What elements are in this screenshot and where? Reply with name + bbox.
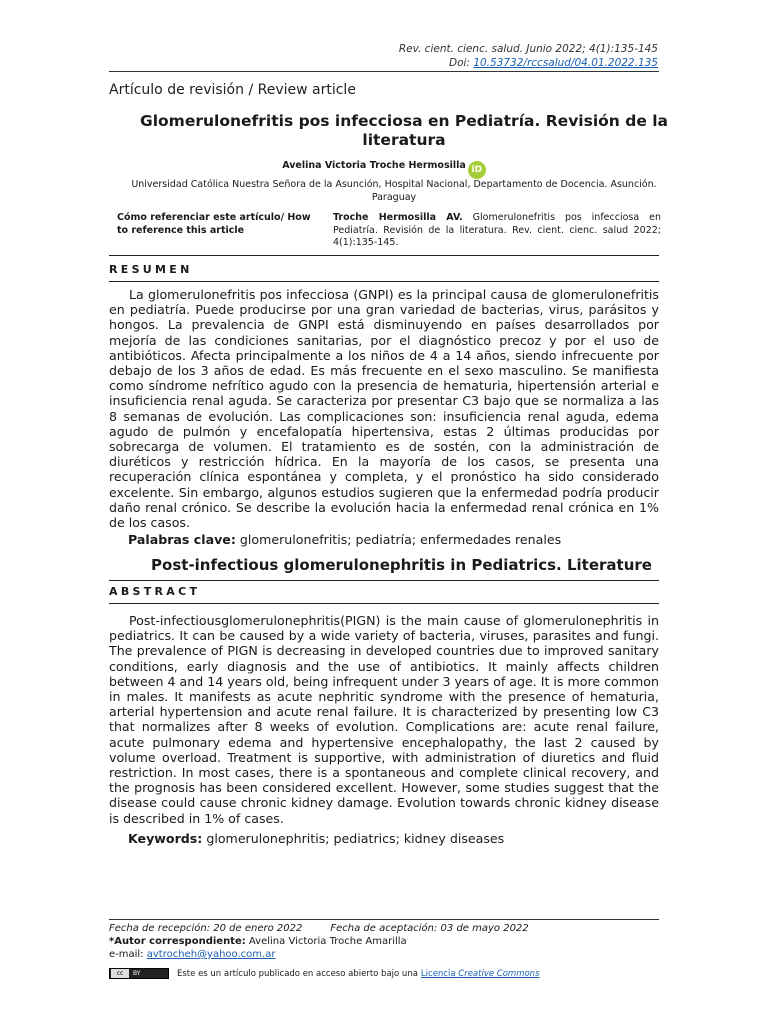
abstract-keywords-label: Keywords: <box>128 831 203 846</box>
abstract-keywords-list: glomerulonephritis; pediatrics; kidney diseases <box>202 831 505 846</box>
resumen-heading: RESUMEN <box>109 263 193 276</box>
abstract-body: Post-infectiousglomerulonephritis(PIGN) is the main cause of glomerulonephritis in pediatrics. It can be caused by a wide variety of bacteria, viruses, parasites and fungi. The prevalence of PIGN is decreasing in developed countries due to improved sanitary conditions, early diagnosis and the use of antibiotics. It mainly affects children between 4 and 14 years old, being infrequent under 3 years of age. It is more common in males. It manifests as acute nephritic syndrome with the presence of hematuria, arterial hypertension and acute renal failure. It is characterized by presenting low C3 that normalizes after 8 weeks of evolution. Complications are: acute renal failure, acute pulmonary edema and hypertensive encephalopathy, the last 2 caused by volume overload. Treatment is supportive, with administration of diuretics and fluid restriction. In most cases, there is a spontaneous and complete clinical recovery, and the prognosis has been considered excellent. However, some studies suggest that the disease could cause chronic kidney damage. Evolution towards chronic kidney disease is described in 1% of cases. <box>109 613 659 826</box>
received-date: Fecha de recepción: 20 de enero 2022 <box>109 923 303 934</box>
author-affiliation: Universidad Católica Nuestra Señora de la Asunción, Hospital Nacional, Departamento de Docencia. Asunción. Paraguay <box>131 179 657 203</box>
orcid-icon[interactable]: iD <box>468 161 486 179</box>
citation-text <box>333 212 661 250</box>
cc-badge-left: cc <box>111 969 129 978</box>
cc-badge-right: BY <box>133 970 141 977</box>
corresponding-label: *Autor correspondiente: <box>109 936 246 947</box>
abstract-top-rule <box>109 580 659 581</box>
email-line <box>109 948 557 961</box>
accepted-date: Fecha de aceptación: 03 de mayo 2022 <box>330 923 529 934</box>
license-text: Este es un artículo publicado en acceso abierto bajo una <box>177 968 418 979</box>
abstract-keywords <box>128 831 504 846</box>
footer <box>109 922 557 961</box>
footer-dates <box>109 922 557 935</box>
corresponding-author <box>109 935 557 948</box>
email-label: e-mail: <box>109 949 147 960</box>
license-link-italic: Creative Commons <box>458 968 540 979</box>
license-row <box>109 968 540 979</box>
author-name: Avelina Victoria Troche Hermosilla <box>282 160 466 171</box>
email-link[interactable]: avtrocheh@yahoo.com.ar <box>146 949 276 960</box>
abstract-heading: ABSTRACT <box>109 585 201 598</box>
resumen-bottom-rule <box>109 281 659 282</box>
license-link[interactable] <box>421 969 540 979</box>
footer-divider <box>109 919 659 920</box>
article-title: Glomerulonefritis pos infecciosa en Pediatría. Revisión de la literatura <box>139 112 669 149</box>
citation-author: Troche Hermosilla AV. <box>333 212 463 223</box>
author-line <box>109 160 659 179</box>
doi-label: Doi: <box>449 57 470 69</box>
license-link-plain: Licencia <box>420 968 459 979</box>
corresponding-name: Avelina Victoria Troche Amarilla <box>245 936 407 947</box>
english-title: Post-infectious glomerulonephritis in Pediatrics. Literature <box>151 556 652 574</box>
doi-line <box>399 56 658 70</box>
cc-by-icon[interactable] <box>109 968 169 979</box>
abstract-bottom-rule <box>109 603 659 604</box>
citation-label: Cómo referenciar este artículo/ How to reference this article <box>117 212 311 236</box>
resumen-keywords-label: Palabras clave: <box>128 532 236 547</box>
citation-body: Glomerulonefritis pos infecciosa en Pediatría. Revisión de la literatura. Rev. cient. cienc. salud 2022; 4(1):135-145. <box>333 212 661 248</box>
article-type: Artículo de revisión / Review article <box>109 82 356 98</box>
header-divider <box>109 71 659 72</box>
doi-link[interactable]: 10.53732/rccsalud/04.01.2022.135 <box>473 57 658 69</box>
resumen-top-rule <box>109 255 659 256</box>
resumen-keywords-list: glomerulonefritis; pediatría; enfermedades renales <box>235 532 562 547</box>
journal-header <box>399 42 658 70</box>
journal-citation-line: Rev. cient. cienc. salud. Junio 2022; 4(1):135-145 <box>398 43 658 55</box>
resumen-body: La glomerulonefritis pos infecciosa (GNPI) es la principal causa de glomerulonefritis en pediatría. Puede producirse por una gran variedad de bacterias, virus, parásitos y hongos. La prevalencia de GNPI está disminuyendo en países desarrollados por mejoría de las condiciones sanitarias, por el diagnóstico precoz y por el uso de antibióticos. Afecta principalmente a los niños de 4 a 14 años, siendo infrecuente por debajo de los 3 años de edad. Es más frecuente en el sexo masculino. Se manifiesta como síndrome nefrítico agudo con la presencia de hematuria, hipertensión arterial e insuficiencia renal aguda. Se caracteriza por presentar C3 bajo que se normaliza a las 8 semanas de evolución. Las complicaciones son: insuficiencia renal aguda, edema agudo de pulmón y encefalopatía hipertensiva, estas 2 últimas producidas por sobrecarga de volumen. El tratamiento es de sostén, con la administración de diuréticos y restricción hídrica. En la mayoría de los casos, se presenta una recuperación clínica espontánea y completa, y el pronóstico ha sido considerado excelente. Sin embargo, algunos estudios sugieren que la enfermedad podría producir daño renal crónico. Se describe la evolución hacia la enfermedad renal crónica en 1% de los casos. <box>109 287 659 531</box>
resumen-keywords <box>128 532 561 547</box>
